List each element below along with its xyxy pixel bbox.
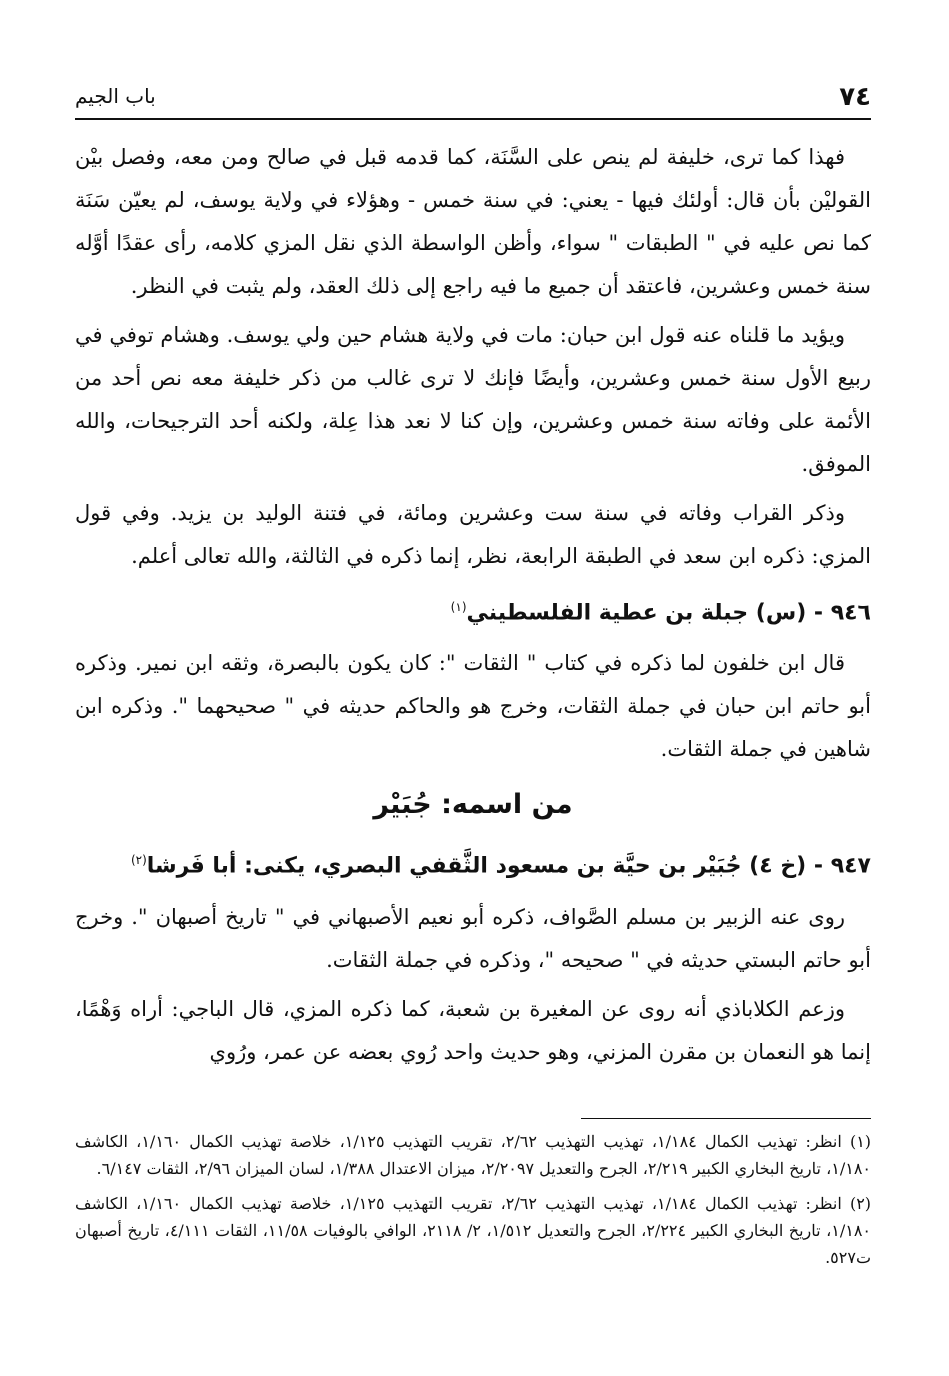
entry-heading-946 xyxy=(75,584,871,636)
paragraph-2: ويؤيد ما قلناه عنه قول ابن حبان: مات في ولاية هشام حين ولي يوسف. وهشام توفي في ربيع الأول سنة خمس وعشرين، وأيضًا فإنك لا ترى غالب من ذكر خليفة معه نص أحد من الأئمة على وفاته سنة خمس وعشرين، وإن كنا لا نعد هذا عِلة، ولكنه أحد الترجيحات، والله الموفق. xyxy=(75,323,871,476)
footnote-ref-1: (١) xyxy=(450,600,467,614)
section-heading: من اسمه: جُبَيْر xyxy=(373,789,573,821)
page-header xyxy=(75,82,871,120)
page-number: ٧٤ xyxy=(839,82,871,112)
running-title: باب الجيم xyxy=(75,84,156,108)
paragraph-1: فهذا كما ترى، خليفة لم ينص على السَّنَة، كما قدمه قبل في صالح ومن معه، وفصل بيْن القوليْن بأن قال: أولئك فيها - يعني: في سنة خمس - وهؤلاء في ولاية يوسف، لم يعيّن سَنَة كما نص عليه في " الطبقات " سواء، وأظن الواسطة الذي نقل المزي كلامه، رأى عقدًا أوَّله سنة خمس وعشرين، فاعتقد أن جميع ما فيه راجع إلى ذلك العقد، ولم يثبت في النظر. xyxy=(75,145,871,298)
entry-946-title: ٩٤٦ - (س) جبلة بن عطية الفلسطيني xyxy=(466,600,871,626)
paragraph-6: وزعم الكلاباذي أنه روى عن المغيرة بن شعبة، كما ذكره المزي، قال الباجي: أراه وَهْمًا، إنما هو النعمان بن مقرن المزني، وهو حديث واحد رُوي بعضه عن عمر، ورُوي xyxy=(75,996,871,1064)
footnote-divider xyxy=(581,1118,871,1119)
footnote-1: (١) انظر: تهذيب الكمال ١/١٨٤، تهذيب التهذيب ٢/٦٢، تقريب التهذيب ١/١٢٥، خلاصة تهذيب الكمال ١/١٦٠، الكاشف ١/١٨٠، تاريخ البخاري الكبير ٢/٢١٩، الجرح والتعديل ٢/٢٠٩٧، ميزان الاعتدال ١/٣٨٨، لسان الميزان ٢/٩٦، الثقات ٦/١٤٧. xyxy=(75,1132,872,1178)
paragraph-5: روى عنه الزبير بن مسلم الصَّواف، ذكره أبو نعيم الأصبهاني في " تاريخ أصبهان ". وخرج أبو حاتم البستي حديثه في " صحيحه "، وذكره في جملة الثقات. xyxy=(75,904,871,972)
footnote-ref-2: (٢) xyxy=(130,853,147,868)
paragraph-4: قال ابن خلفون لما ذكره في كتاب " الثقات ": كان يكون بالبصرة، وثقه ابن نمير. وذكره أبو حاتم ابن حبان في جملة الثقات، وخرج هو والحاكم حديثه في " صحيحهما ". وذكره ابن شاهين في جملة الثقات. xyxy=(75,651,871,762)
footnote-2: (٢) انظر: تهذيب الكمال ١/١٨٤، تهذيب التهذيب ٢/٦٢، تقريب التهذيب ١/١٢٥، خلاصة تهذيب الكمال ١/١٦٠، الكاشف ١/١٨٠، تاريخ البخاري الكبير ٢/٢٢٤، الجرح والتعديل ١/٥١٢، ٢/ ٢١١٨، الوافي بالوفيات ١١/٥٨، الثقات ٤/١١١، تاريخ أصبهان ت٥٢٧. xyxy=(75,1194,872,1267)
entry-heading-947 xyxy=(75,837,871,889)
footnotes xyxy=(75,1128,871,1279)
paragraph-3: وذكر القراب وفاته في سنة ست وعشرين ومائة، في فتنة الوليد بن يزيد. وفي قول المزي: ذكره ابن سعد في الطبقة الرابعة، نظر، إنما ذكره في الثالثة، والله تعالى أعلم. xyxy=(75,501,871,568)
main-text xyxy=(75,136,871,1080)
entry-947-title: ٩٤٧ - (خ ٤) جُبَيْر بن حيَّة بن مسعود الثَّقفي البصري، يكنى: أبا فَرشا xyxy=(146,853,871,879)
